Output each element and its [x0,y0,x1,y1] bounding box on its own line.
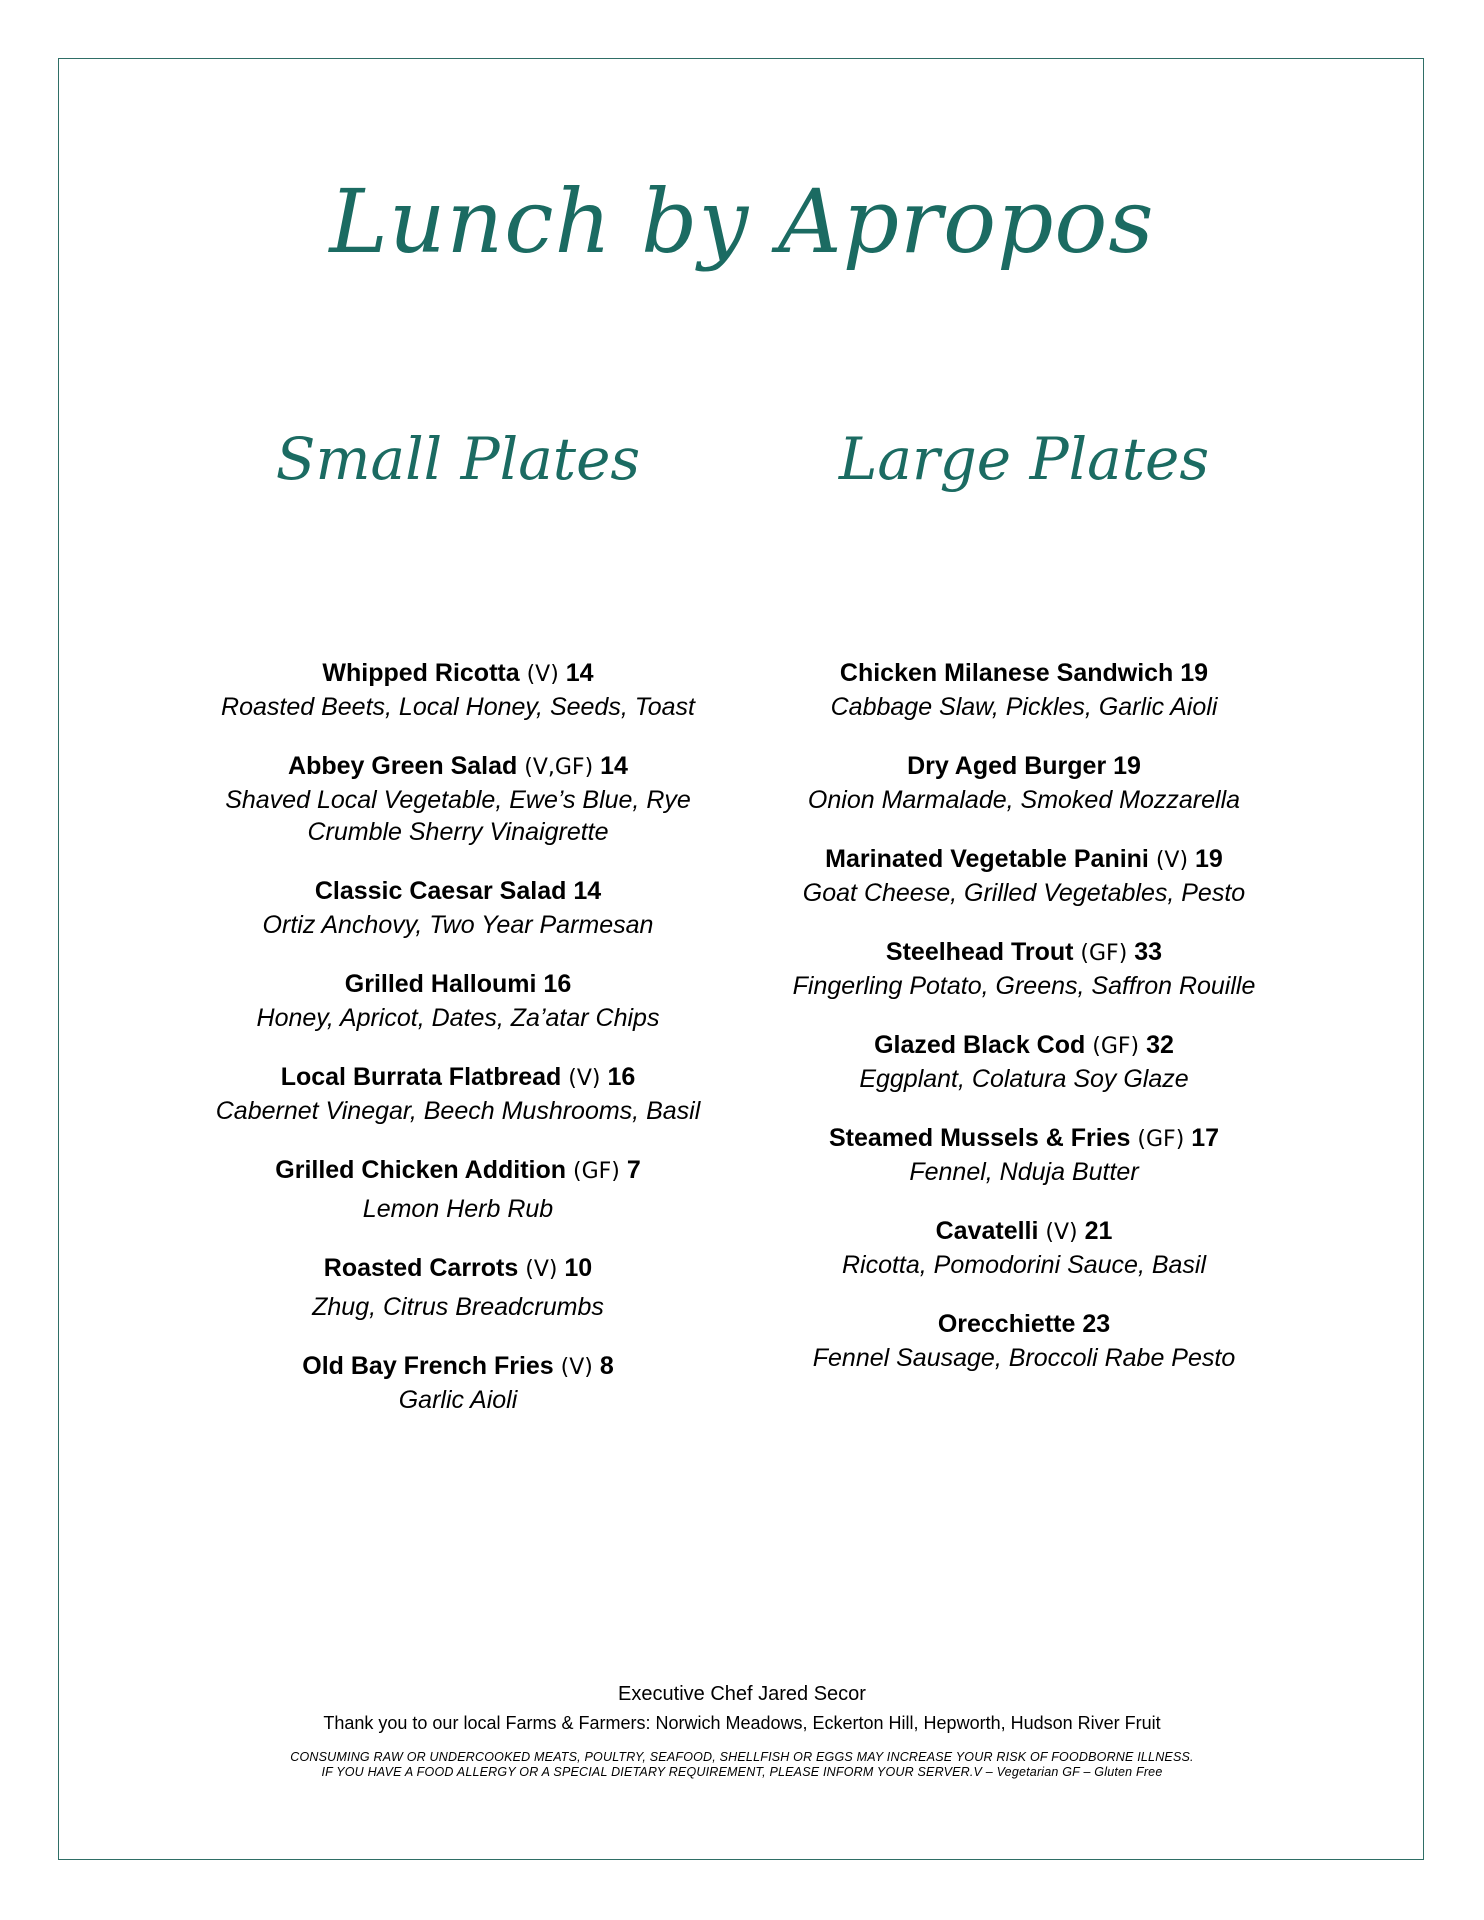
dietary-tag: (V) [526,662,559,687]
menu-item-price: 14 [600,752,628,780]
menu-item-name: Abbey Green Salad [288,752,518,780]
warning-line-1: CONSUMING RAW OR UNDERCOOKED MEATS, POULTRY, SEAFOOD, SHELLFISH OR EGGS MAY INCREASE YOUR RISK OF FOODBORNE ILLNESS. [290,1750,1194,1764]
menu-item-heading [744,750,1304,784]
menu-item-price: 32 [1146,1031,1174,1059]
menu-item-heading [744,1308,1304,1342]
food-safety-warning [0,1750,1484,1780]
dietary-tag: (GF) [1092,1034,1140,1059]
menu-item-description: Shaved Local Vegetable, Ewe’s Blue, Rye Crumble Sherry Vinaigrette [225,786,691,846]
menu-item-old-bay-french-fries [178,1350,738,1416]
menu-item-steamed-mussels-fries [744,1122,1304,1188]
menu-item-description: Fennel, Nduja Butter [909,1158,1139,1186]
menu-item-price: 16 [607,1063,636,1091]
large-plates-list [744,657,1304,1401]
dietary-tag: (GF) [572,1159,620,1184]
menu-item-name: Orecchiette [937,1310,1076,1338]
menu-item-price: 23 [1082,1310,1111,1338]
menu-item-price: 7 [626,1156,641,1184]
menu-item-description: Eggplant, Colatura Soy Glaze [859,1065,1189,1093]
menu-item-dry-aged-burger [744,750,1304,816]
dietary-tag: (V) [525,1257,558,1282]
menu-item-description: Cabernet Vinegar, Beech Mushrooms, Basil [215,1097,701,1125]
menu-item-cavatelli [744,1215,1304,1281]
menu-item-heading [178,750,738,784]
menu-item-heading [178,1154,738,1188]
dietary-tag: (V) [1155,848,1189,873]
menu-item-price: 33 [1134,938,1163,966]
menu-item-classic-caesar-salad [178,875,738,941]
menu-item-name: Local Burrata Flatbread [280,1063,562,1091]
menu-item-heading [744,843,1304,877]
menu-item-name: Cavatelli [935,1217,1039,1245]
menu-item-name: Classic Caesar Salad [314,877,567,905]
menu-item-heading [178,875,738,909]
dietary-tag: (GF) [1080,941,1128,966]
menu-title: Lunch by Apropos [329,170,1155,273]
menu-item-roasted-carrots [178,1252,738,1323]
menu-item-name: Dry Aged Burger [907,752,1107,780]
menu-item-heading [178,1252,738,1286]
menu-item-heading [178,1061,738,1095]
menu-item-description: Garlic Aioli [398,1386,518,1414]
menu-item-name: Old Bay French Fries [302,1352,554,1380]
menu-item-name: Grilled Halloumi [344,970,537,998]
menu-item-description: Onion Marmalade, Smoked Mozzarella [807,786,1241,814]
warning-line-2: IF YOU HAVE A FOOD ALLERGY OR A SPECIAL DIETARY REQUIREMENT, PLEASE INFORM YOUR SERVER.V – Vegetarian GF – Gluten Free [321,1765,1163,1779]
menu-item-name: Grilled Chicken Addition [275,1156,567,1184]
menu-item-glazed-black-cod [744,1029,1304,1095]
menu-item-price: 16 [543,970,572,998]
menu-item-price: 21 [1084,1217,1113,1245]
menu-item-price: 8 [599,1352,614,1380]
menu-item-description: Cabbage Slaw, Pickles, Garlic Aioli [830,693,1218,721]
menu-item-description: Goat Cheese, Grilled Vegetables, Pesto [802,879,1246,907]
menu-item-description: Honey, Apricot, Dates, Za’atar Chips [256,1004,660,1032]
menu-item-name: Glazed Black Cod [874,1031,1086,1059]
menu-item-name: Chicken Milanese Sandwich [839,659,1174,687]
menu-item-price: 10 [564,1254,593,1282]
menu-item-description: Roasted Beets, Local Honey, Seeds, Toast [221,693,695,721]
menu-item-name: Steelhead Trout [885,938,1074,966]
menu-item-heading [178,657,738,691]
dietary-tag: (V) [1045,1220,1078,1245]
executive-chef-credit: Executive Chef Jared Secor [618,1683,866,1705]
menu-item-heading [744,936,1304,970]
menu-item-heading [178,968,738,1002]
large-plates-heading: Large Plates [838,425,1210,493]
farms-thanks: Thank you to our local Farms & Farmers: Norwich Meadows, Eckerton Hill, Hepworth, Hudson River Fruit [323,1713,1161,1733]
menu-item-grilled-chicken-addition [178,1154,738,1225]
menu-item-description: Ricotta, Pomodorini Sauce, Basil [841,1251,1207,1279]
menu-item-name: Whipped Ricotta [322,659,520,687]
menu-item-price: 14 [573,877,602,905]
menu-item-marinated-vegetable-panini [744,843,1304,909]
dietary-tag: (GF) [1137,1127,1185,1152]
menu-item-price: 17 [1191,1124,1220,1152]
menu-item-name: Roasted Carrots [323,1254,519,1282]
dietary-tag: (V) [560,1355,593,1380]
menu-item-orecchiette [744,1308,1304,1374]
small-plates-heading: Small Plates [275,425,641,493]
menu-item-description: Fingerling Potato, Greens, Saffron Rouille [792,972,1256,1000]
menu-item-abbey-green-salad [178,750,738,848]
menu-item-price: 19 [1180,659,1209,687]
menu-item-heading [744,1122,1304,1156]
menu-item-heading [744,1029,1304,1063]
menu-item-price: 14 [565,659,594,687]
menu-item-heading [178,1350,738,1384]
menu-item-description: Lemon Herb Rub [362,1195,554,1223]
menu-item-whipped-ricotta [178,657,738,723]
small-plates-list [178,657,738,1443]
menu-item-price: 19 [1113,752,1141,780]
menu-item-chicken-milanese-sandwich [744,657,1304,723]
menu-item-grilled-halloumi [178,968,738,1034]
menu-item-local-burrata-flatbread [178,1061,738,1127]
menu-item-steelhead-trout [744,936,1304,1002]
menu-item-heading [744,657,1304,691]
dietary-tag: (V) [568,1066,601,1091]
dietary-tag: (V,GF) [524,755,594,780]
menu-item-description: Ortiz Anchovy, Two Year Parmesan [262,911,654,939]
menu-item-name: Marinated Vegetable Panini [825,845,1149,873]
menu-item-description: Fennel Sausage, Broccoli Rabe Pesto [812,1344,1236,1372]
menu-item-price: 19 [1195,845,1223,873]
menu-item-name: Steamed Mussels & Fries [828,1124,1131,1152]
menu-item-heading [744,1215,1304,1249]
menu-item-description: Zhug, Citrus Breadcrumbs [312,1293,604,1321]
